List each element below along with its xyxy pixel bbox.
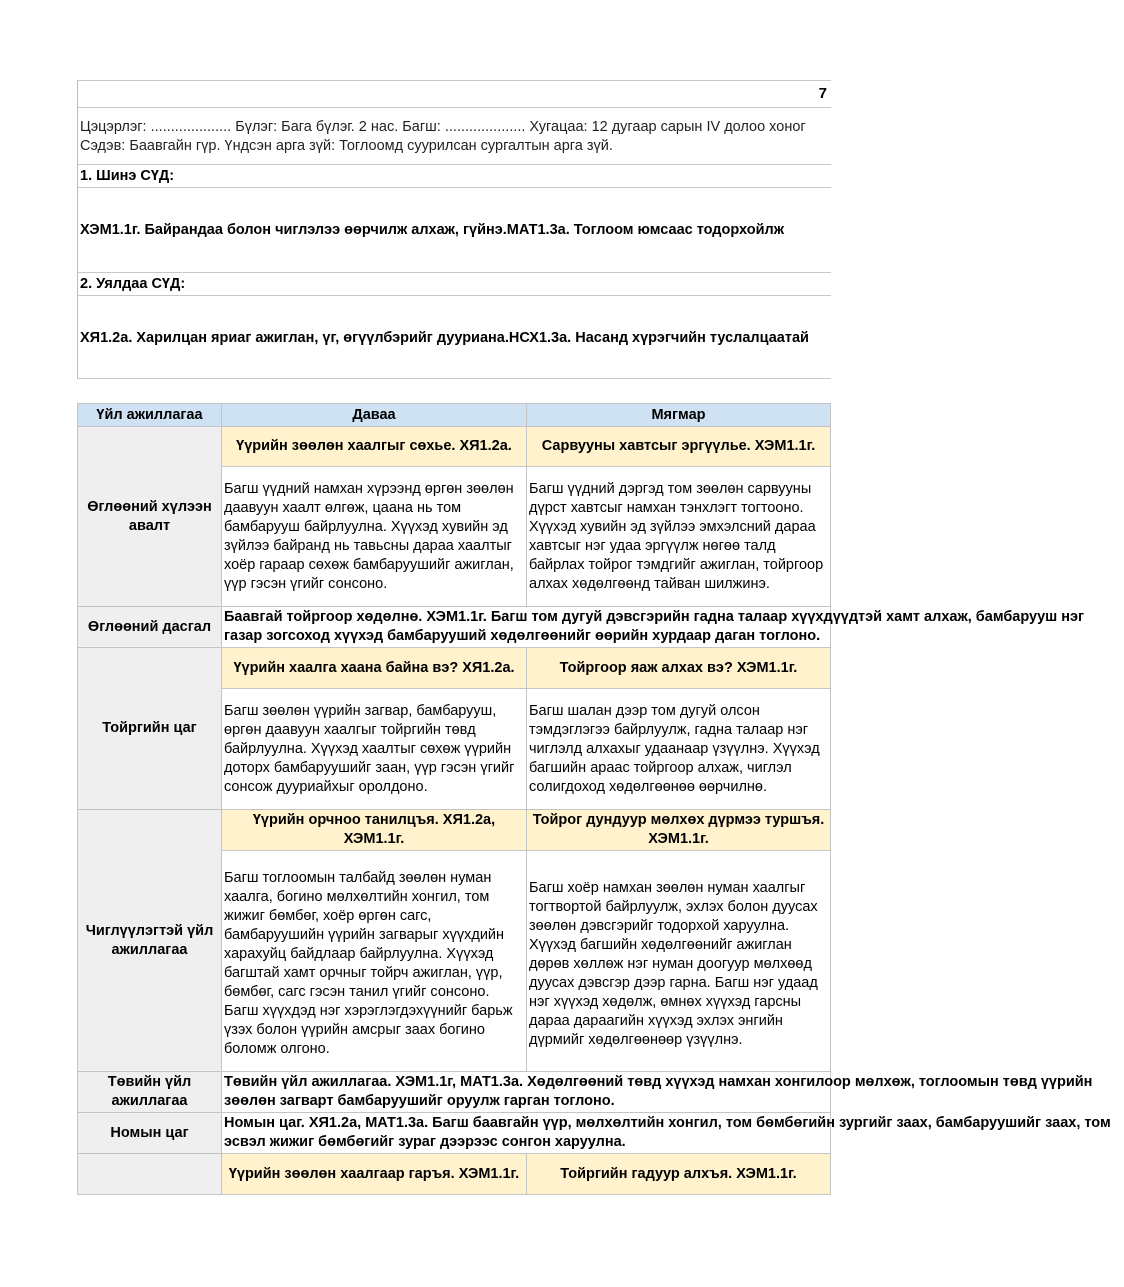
row-label-circle: Тойргийн цаг (78, 648, 222, 810)
row-label-morning: Өглөөний хүлээн авалт (78, 427, 222, 607)
circle-tue-title: Тойргоор яаж алхах вэ? ХЭМ1.1г. (527, 648, 831, 689)
new-suds-text: ХЭМ1.1г. Байрандаа болон чиглэлээ өөрчилж алхаж, гүйнэ.МАТ1.3а. Тоглоом юмсаас тодорхойлж (78, 187, 831, 272)
page-number: 7 (78, 80, 831, 107)
last-mon-title: Үүрийн зөөлөн хаалгаар гаръя. ХЭМ1.1г. (222, 1154, 527, 1195)
new-suds-heading: 1. Шинэ СҮД: (78, 164, 831, 187)
table-row (78, 1072, 831, 1113)
table-row (78, 427, 831, 467)
focused-tue-title: Тойрог дундуур мөлхөх дүрмээ туршъя. ХЭМ1.1г. (527, 810, 831, 851)
row-label-central: Төвийн үйл ажиллагаа (78, 1072, 222, 1113)
row-label-focused: Чиглүүлэгтэй үйл ажиллагаа (78, 810, 222, 1072)
circle-tue-desc: Багш шалан дээр том дугуй олсон тэмдэглэгээ байрлуулж, гадна талаар нэг чиглэлд алхахыг удаанаар үзүүлнэ. Хүүхэд багшийн араас тойргоор алхаж, чиглэл солигдоход хөдөлгөөнөө өөрчилнө. (527, 689, 831, 810)
book-text-content: Номын цаг. ХЯ1.2а, МАТ1.3а. Багш баавгайн үүр, мөлхөлтийн хонгил, том бөмбөгийн зургийг заах, бамбаруушийг заах, том эсвэл жижиг бөмбөгийг зураг дээрээс сонгон харуулна. (224, 1115, 1111, 1150)
col-header-activity: Үйл ажиллагаа (78, 404, 222, 427)
morning-tue-title: Сарвууны хавтсыг эргүүлье. ХЭМ1.1г. (527, 427, 831, 467)
circle-mon-title: Үүрийн хаалга хаана байна вэ? ХЯ1.2а. (222, 648, 527, 689)
central-text-content: Төвийн үйл ажиллагаа. ХЭМ1.1г, МАТ1.3а. Хөдөлгөөний төвд хүүхэд намхан хонгилоор мөлхөж, тоглоомын төвд үүрийн зөөлөн загварт бамбаруушийг оруулж гарган тоглоно. (224, 1074, 1093, 1109)
row-label-exercise: Өглөөний дасгал (78, 607, 222, 648)
exercise-text-content: Баавгай тойргоор хөдөлнө. ХЭМ1.1г. Багш том дугуй дэвсгэрийн гадна талаар хүүхдүүдтэй хамт алхаж, бамбарууш нэг газар зогсоход хүүхэд бамбарууший хөдөлгөөнийг өөрийн хурдаар даган тоглоно. (224, 609, 1085, 644)
morning-mon-title: Үүрийн зөөлөн хаалгыг сөхье. ХЯ1.2а. (222, 427, 527, 467)
table-row (78, 810, 831, 851)
plan-meta (78, 107, 831, 164)
morning-mon-desc: Багш үүдний намхан хүрээнд өргөн зөөлөн даавуун хаалт өлгөж, цаана нь том бамбарууш байрлуулна. Хүүхэд хувийн эд зүйлээ байранд нь тавьсны дараа хаалтыг хоёр гараар сөхөж бамбаруушийг ажиглан, үүр гэсэн үгийг сонсоно. (222, 467, 527, 607)
row-label-last (78, 1154, 222, 1195)
exercise-text (222, 607, 1085, 648)
table-row (78, 648, 831, 689)
table-header-row (78, 404, 831, 427)
table-row (78, 1113, 831, 1154)
cont-suds-text: ХЯ1.2а. Харилцан яриаг ажиглан, үг, өгүүлбэрийг дууриана.НСХ1.3а. Насанд хүрэгчийн туслалцаатай (78, 295, 831, 379)
row-label-book: Номын цаг (78, 1113, 222, 1154)
central-text (222, 1072, 1093, 1113)
table-row (78, 607, 831, 648)
last-tue-title: Тойргийн гадуур алхъя. ХЭМ1.1г. (527, 1154, 831, 1195)
book-text (222, 1113, 1111, 1154)
table-row (78, 1154, 831, 1195)
weekly-plan-table (77, 403, 1111, 1195)
cont-suds-heading: 2. Уялдаа СҮД: (78, 272, 831, 295)
morning-tue-desc: Багш үүдний дэргэд том зөөлөн сарвууны дүрст хавтсыг намхан тэнхлэгт тогтооно. Хүүхэд хувийн эд зүйлээ эмхэлсний дараа хавтсыг нэг удаа эргүүлж нөгөө талд байрлах тойрог тэмдгийг ажиглан, тойргоор алхах хөдөлгөөнд тайван шилжинэ. (527, 467, 831, 607)
plan-header (77, 80, 831, 379)
focused-mon-desc: Багш тоглоомын талбайд зөөлөн нуман хаалга, богино мөлхөлтийн хонгил, том жижиг бөмбөг, хоёр өргөн сагс, бамбаруушийн үүрийн загварыг хүүхдийн харахуйц байдлаар байрлуулна. Хүүхэд багштай хамт орчныг тойрч ажиглан, үүр, бөмбөг, сагс гэсэн танил үгийг сонсоно. Багш хүүхдэд нэг хэрэглэгдэхүүнийг барьж үзэх болон үүрийн амсрыг заах богино боломж олгоно. (222, 851, 527, 1072)
focused-tue-desc: Багш хоёр намхан зөөлөн нуман хаалгыг тогтвортой байрлуулж, эхлэх болон дуусах зөөлөн дэвсгэрийг тодорхой харуулна. Хүүхэд багшийн хөдөлгөөнийг ажиглан дөрөв хөллөж нэг нуман доогуур мөлхөөд дуусах дэвсгэр дээр гарна. Багш нэг удаад нэг хүүхэд хөдөлж, өмнөх хүүхэд гарсны дараа дараагийн хүүхэд эхлэх энгийн дүрмийг хөдөлгөөнөөр үзүүлнэ. (527, 851, 831, 1072)
col-header-monday: Даваа (222, 404, 527, 427)
focused-mon-title: Үүрийн орчноо танилцъя. ХЯ1.2а, ХЭМ1.1г. (222, 810, 527, 851)
col-header-tuesday: Мягмар (527, 404, 831, 427)
meta-line-2: Сэдэв: Баавгайн гүр. Үндсэн арга зүй: Тоглоомд суурилсан сургалтын арга зүй. (80, 138, 613, 154)
meta-line-1: Цэцэрлэг: .................... Бүлэг: Бага бүлэг. 2 нас. Багш: .................... Хугацаа: 12 дугаар сарын IV долоо хоног (80, 119, 806, 135)
circle-mon-desc: Багш зөөлөн үүрийн загвар, бамбарууш, өргөн даавуун хаалгыг тойргийн төвд байрлуулна. Хүүхэд хаалтыг сөхөж үүрийн доторх бамбаруушийг заан, үүр гэсэн үгийг сонсож дууриайхыг оролдоно. (222, 689, 527, 810)
